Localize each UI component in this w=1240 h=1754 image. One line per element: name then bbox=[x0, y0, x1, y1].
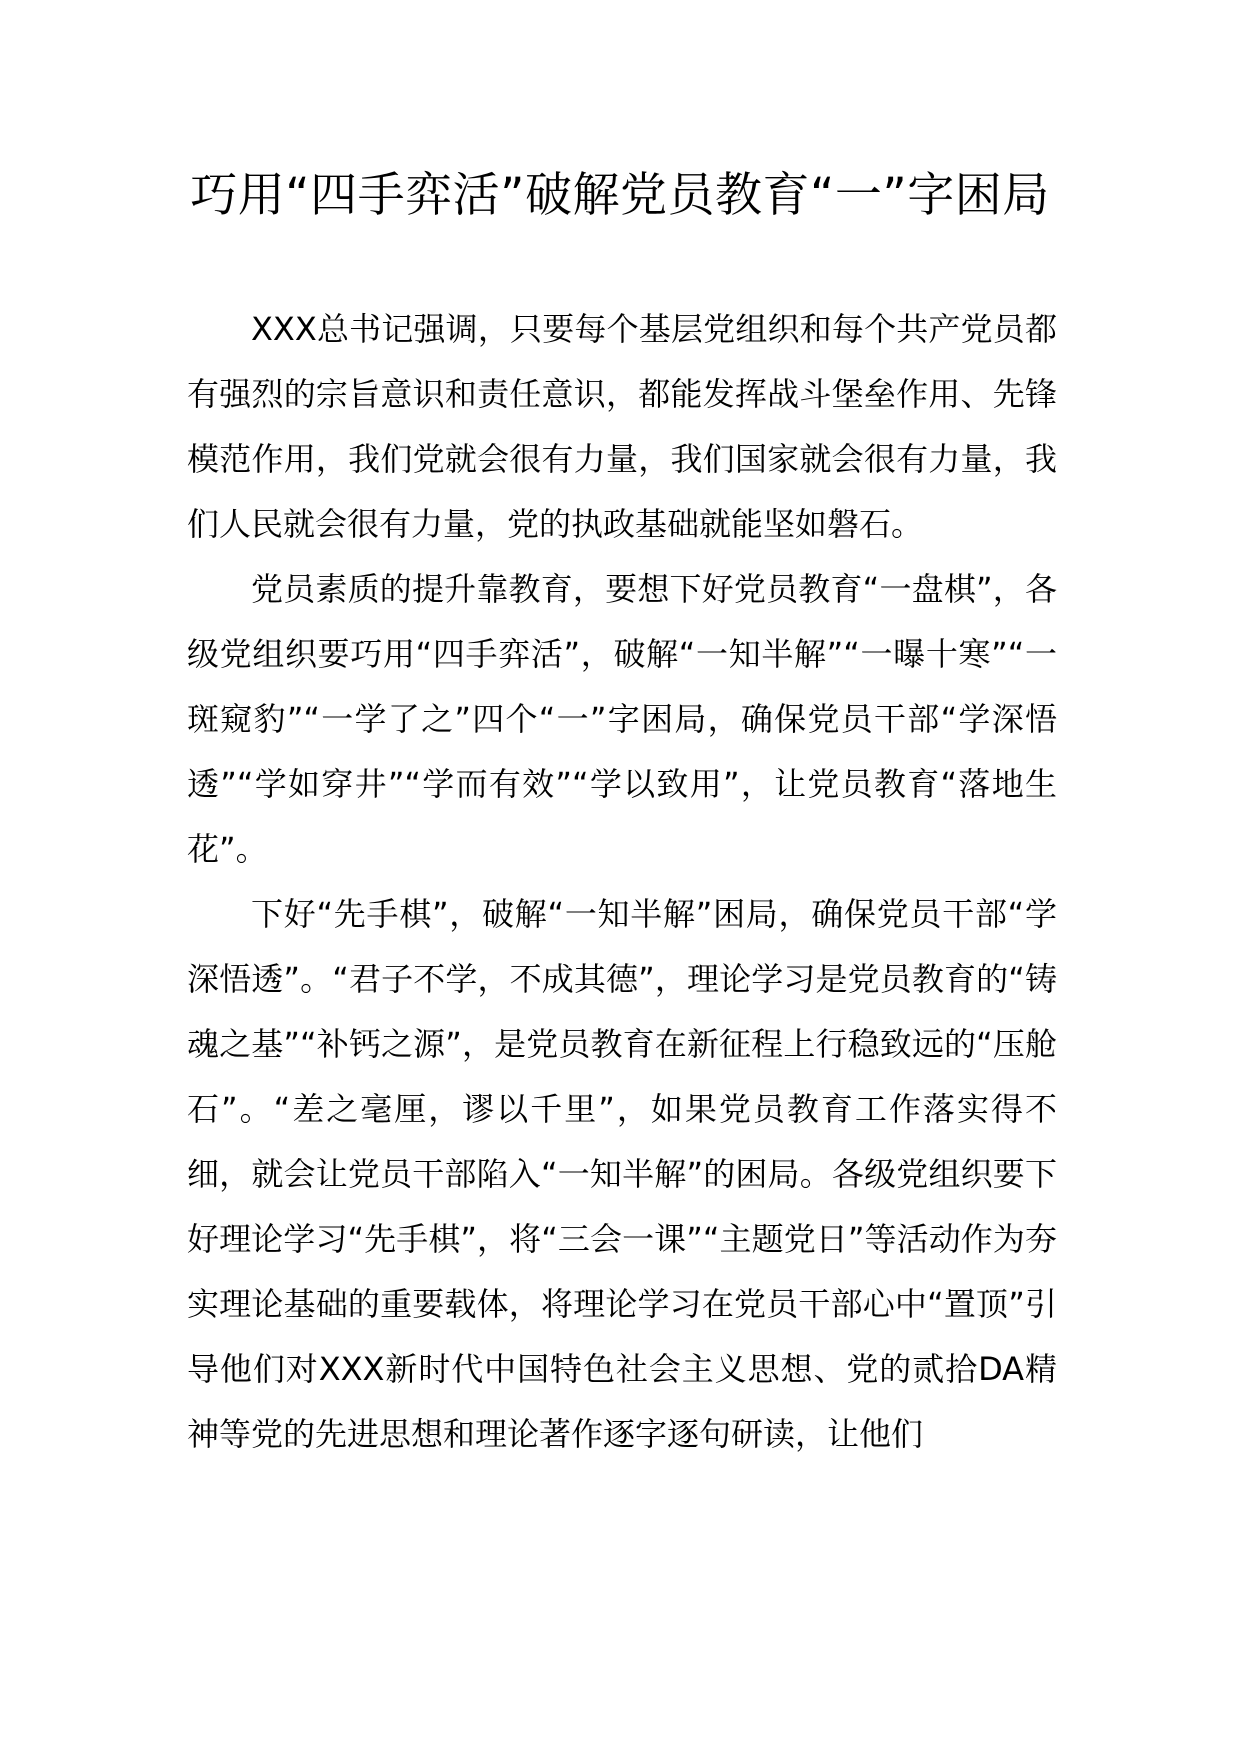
paragraph-3: 下好“先手棋”，破解“一知半解”困局，确保党员干部“学深悟透”。“君子不学，不成其德”，理论学习是党员教育的“铸魂之基”“补钙之源”，是党员教育在新征程上行稳致远的“压舱石”。“差之毫厘，谬以千里”，如果党员教育工作落实得不细，就会让党员干部陷入“一知半解”的困局。各级党组织要下好理论学习“先手棋”，将“三会一课”“主题党日”等活动作为夯实理论基础的重要载体，将理论学习在党员干部心中“置顶”引导他们对XXX新时代中国特色社会主义思想、党的贰拾DA精神等党的先进思想和理论著作逐字逐句研读，让他们 bbox=[187, 895, 1057, 1453]
document-body bbox=[187, 297, 1057, 1467]
paragraph-2: 党员素质的提升靠教育，要想下好党员教育“一盘棋”，各级党组织要巧用“四手弈活”，破解“一知半解”“一曝十寒”“一斑窥豹”“一学了之”四个“一”字困局，确保党员干部“学深悟透”“学如穿井”“学而有效”“学以致用”，让党员教育“落地生花”。 bbox=[187, 570, 1057, 868]
document-title: 巧用“四手弈活”破解党员教育“一”字困局 bbox=[190, 168, 1050, 223]
paragraph-1: XXX总书记强调，只要每个基层党组织和每个共产党员都有强烈的宗旨意识和责任意识，都能发挥战斗堡垒作用、先锋模范作用，我们党就会很有力量，我们国家就会很有力量，我们人民就会很有力量，党的执政基础就能坚如磐石。 bbox=[187, 310, 1057, 543]
